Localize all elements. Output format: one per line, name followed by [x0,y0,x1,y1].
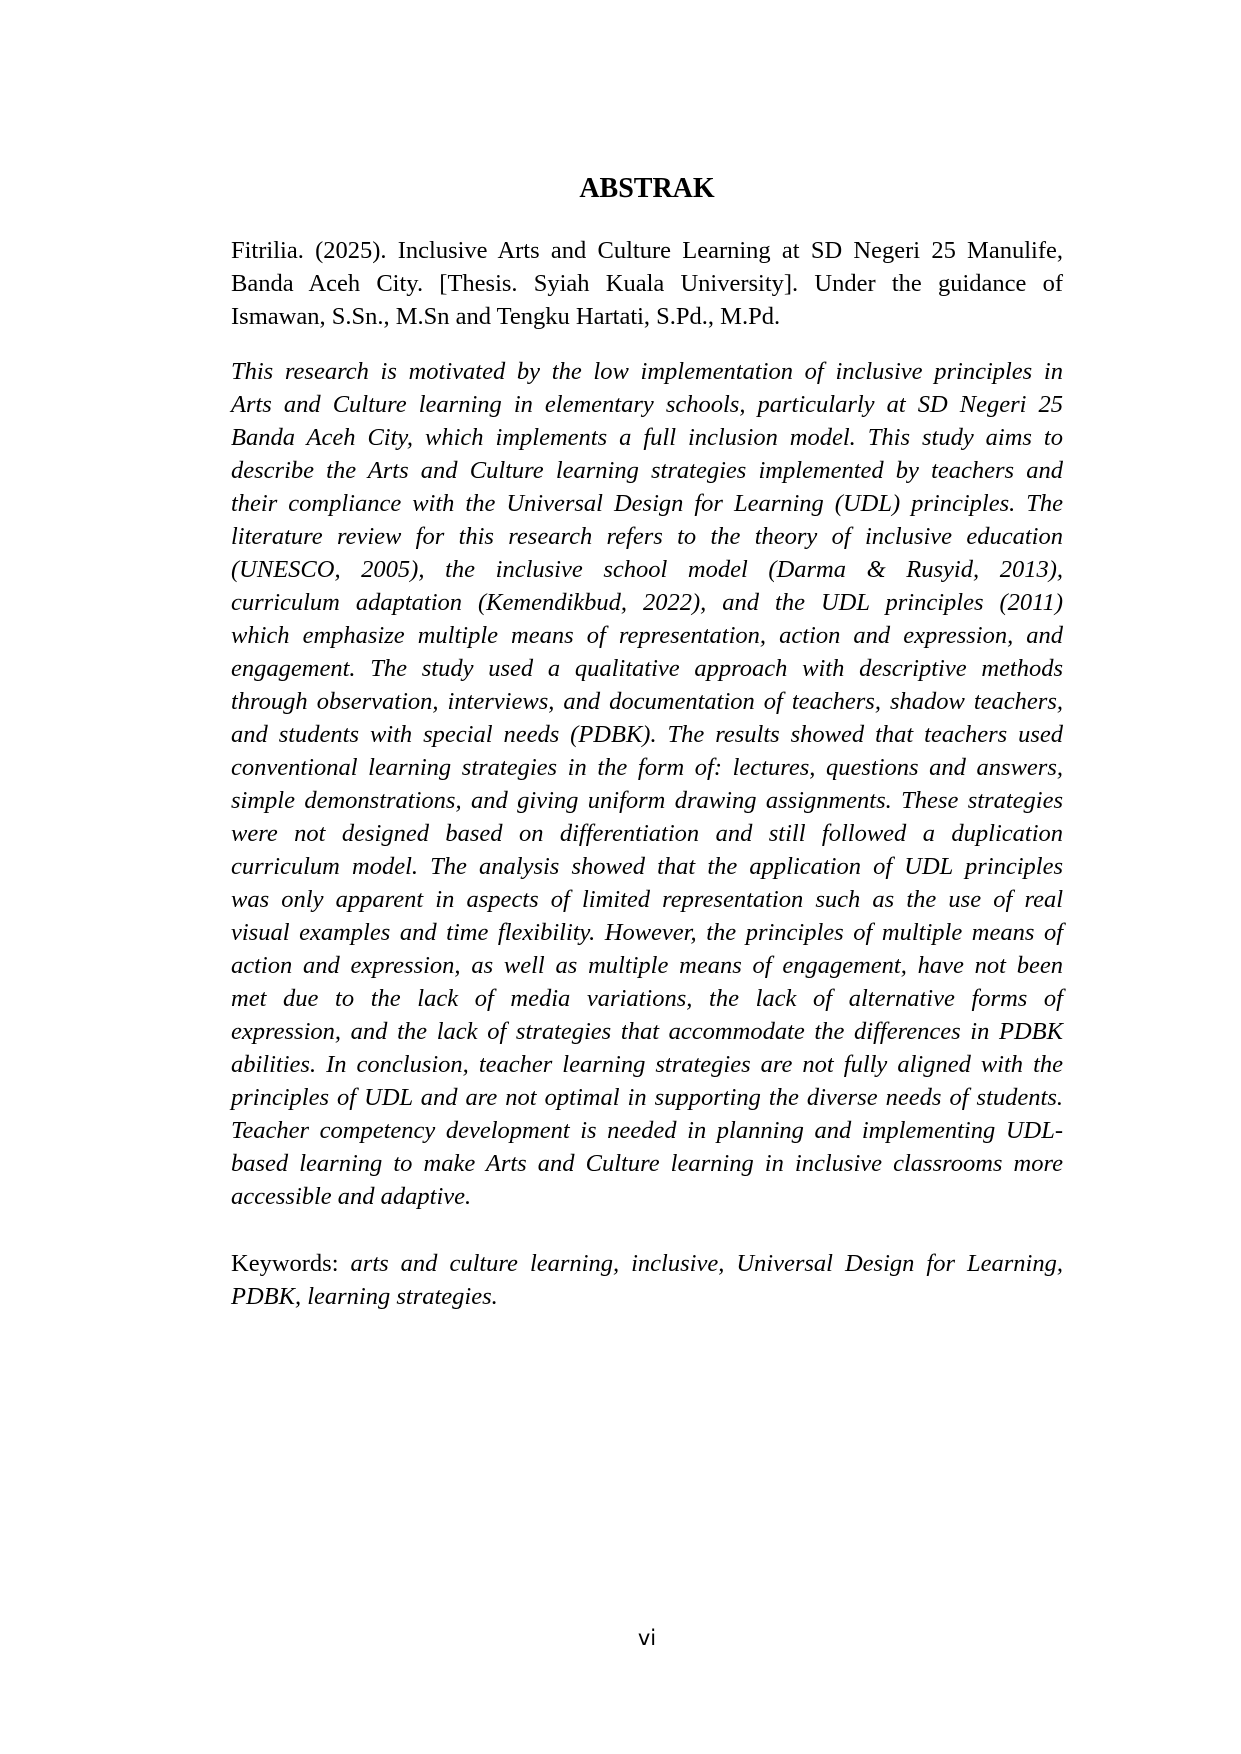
text-line: simple demonstrations, and giving uniform drawing assignments. These strategies [231,787,1063,814]
text-line: Banda Aceh City. [Thesis. Syiah Kuala University]. Under the guidance of [231,270,1063,297]
text-line: and students with special needs (PDBK). The results showed that teachers used [231,721,1063,748]
keywords-line-1 [231,1247,1063,1280]
text-line: accessible and adaptive. [231,1183,472,1210]
text-line: describe the Arts and Culture learning strategies implemented by teachers and [231,457,1063,484]
text-line: curriculum model. The analysis showed that the application of UDL principles [231,853,1063,880]
text-line: expression, and the lack of strategies that accommodate the differences in PDBK [231,1018,1063,1045]
page-title: ABSTRAK [579,173,715,204]
text-line: based learning to make Arts and Culture learning in inclusive classrooms more [231,1150,1063,1177]
text-line: Arts and Culture learning in elementary schools, particularly at SD Negeri 25 [231,391,1063,418]
text-line: was only apparent in aspects of limited representation such as the use of real [231,886,1063,913]
text-line: their compliance with the Universal Design for Learning (UDL) principles. The [231,490,1063,517]
text-line: were not designed based on differentiation and still followed a duplication [231,820,1063,847]
text-line: visual examples and time flexibility. However, the principles of multiple means of [231,919,1063,946]
text-line: Banda Aceh City, which implements a full inclusion model. This study aims to [231,424,1063,451]
text-line: which emphasize multiple means of representation, action and expression, and [231,622,1063,649]
keywords-terms: arts and culture learning, inclusive, Universal Design for Learning, [338,1250,1063,1277]
text-line: literature review for this research refers to the theory of inclusive education [231,523,1063,550]
keywords-line-2 [231,1280,1063,1313]
text-line: (UNESCO, 2005), the inclusive school model (Darma & Rusyid, 2013), [231,556,1063,583]
text-line: through observation, interviews, and documentation of teachers, shadow teachers, [231,688,1063,715]
keywords-terms: PDBK, learning strategies. [231,1283,498,1310]
text-line: This research is motivated by the low implementation of inclusive principles in [231,358,1063,385]
citation-paragraph [231,234,1063,333]
text-line: Fitrilia. (2025). Inclusive Arts and Culture Learning at SD Negeri 25 Manulife, [231,237,1063,264]
text-line: action and expression, as well as multiple means of engagement, have not been [231,952,1063,979]
abstract-paragraph [231,355,1063,1213]
keywords-paragraph [231,1247,1063,1313]
page-number: vi [637,1626,657,1650]
text-line: conventional learning strategies in the form of: lectures, questions and answers, [231,754,1063,781]
text-line: principles of UDL and are not optimal in supporting the diverse needs of students. [231,1084,1063,1111]
text-line: Ismawan, S.Sn., M.Sn and Tengku Hartati, S.Pd., M.Pd. [231,303,781,330]
text-line: engagement. The study used a qualitative approach with descriptive methods [231,655,1063,682]
keywords-label: Keywords: [231,1250,339,1277]
text-line: met due to the lack of media variations, the lack of alternative forms of [231,985,1063,1012]
text-line: Teacher competency development is needed in planning and implementing UDL- [231,1117,1063,1144]
text-line: curriculum adaptation (Kemendikbud, 2022), and the UDL principles (2011) [231,589,1063,616]
text-line: abilities. In conclusion, teacher learning strategies are not fully aligned with the [231,1051,1063,1078]
